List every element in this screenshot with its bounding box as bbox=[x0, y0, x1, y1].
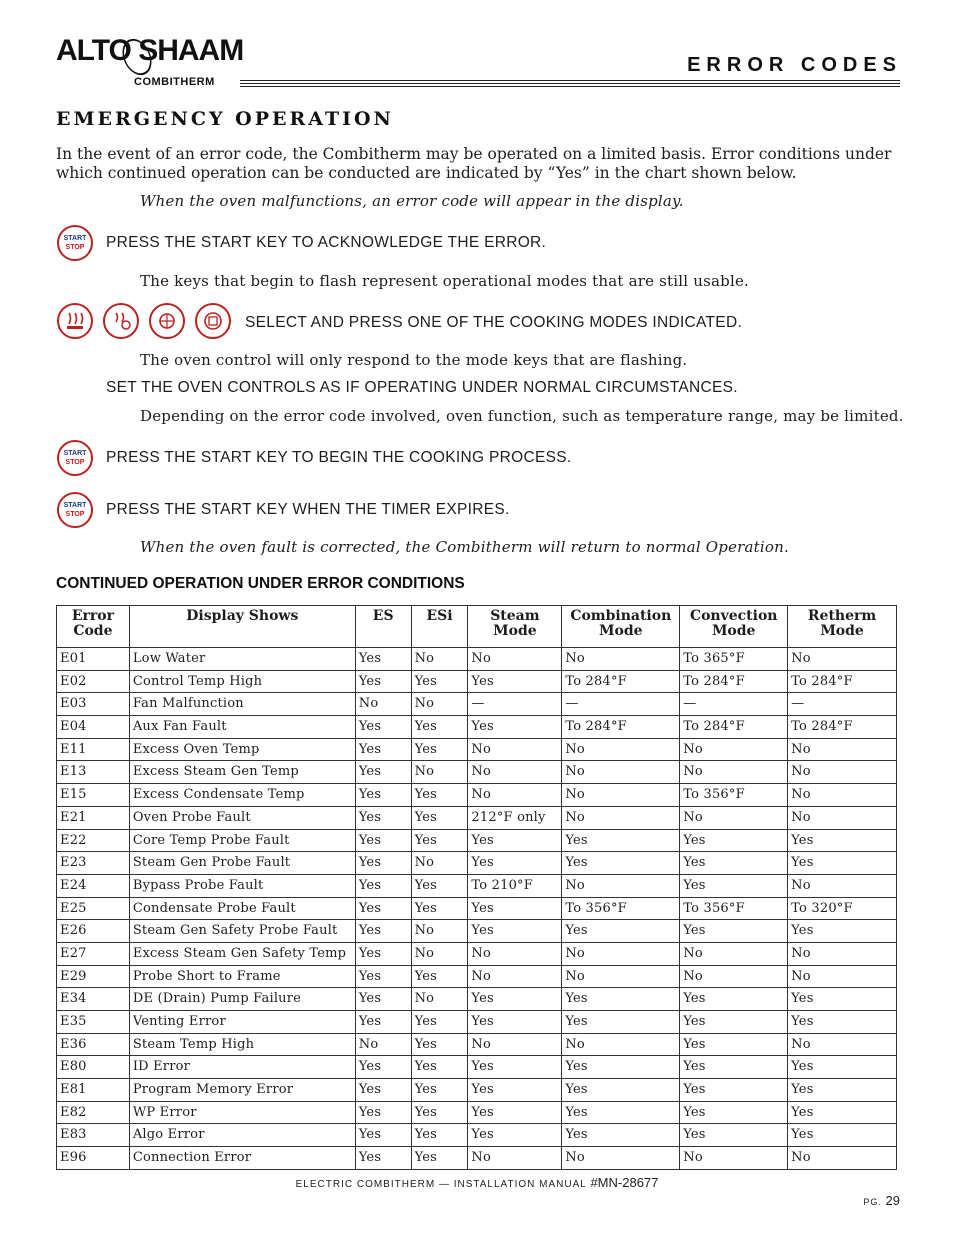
cell-esi: Yes bbox=[411, 1101, 468, 1124]
cell-error-code: E23 bbox=[57, 852, 130, 875]
cell-steam-mode: Yes bbox=[468, 920, 562, 943]
header-esi: ESi bbox=[411, 606, 468, 648]
cell-convection-mode: No bbox=[680, 761, 788, 784]
cell-error-code: E01 bbox=[57, 648, 130, 671]
cell-combination-mode: Yes bbox=[562, 1079, 680, 1102]
cell-convection-mode: To 365°F bbox=[680, 648, 788, 671]
cell-error-code: E24 bbox=[57, 874, 130, 897]
cell-display-shows: Steam Gen Probe Fault bbox=[129, 852, 355, 875]
table-row bbox=[57, 829, 897, 852]
cell-display-shows: Fan Malfunction bbox=[129, 693, 355, 716]
cell-error-code: E11 bbox=[57, 738, 130, 761]
cell-steam-mode: Yes bbox=[468, 1011, 562, 1034]
cell-retherm-mode: Yes bbox=[788, 1101, 897, 1124]
header-steam-mode: Steam Mode bbox=[468, 606, 562, 648]
cell-error-code: E21 bbox=[57, 806, 130, 829]
table-row bbox=[57, 897, 897, 920]
table-row bbox=[57, 784, 897, 807]
cell-combination-mode: No bbox=[562, 806, 680, 829]
cell-retherm-mode: No bbox=[788, 738, 897, 761]
cell-steam-mode: No bbox=[468, 648, 562, 671]
cell-steam-mode: Yes bbox=[468, 852, 562, 875]
cell-convection-mode: No bbox=[680, 806, 788, 829]
cell-steam-mode: Yes bbox=[468, 1079, 562, 1102]
manual-number: #MN-28677 bbox=[590, 1175, 659, 1190]
cell-esi: Yes bbox=[411, 716, 468, 739]
flash-note: The keys that begin to flash represent operational modes that are still usable. bbox=[140, 272, 749, 290]
cell-convection-mode: Yes bbox=[680, 1056, 788, 1079]
cell-combination-mode: No bbox=[562, 1033, 680, 1056]
page-number bbox=[820, 1193, 900, 1208]
cell-error-code: E36 bbox=[57, 1033, 130, 1056]
table-row bbox=[57, 716, 897, 739]
cell-steam-mode: Yes bbox=[468, 1101, 562, 1124]
cell-esi: No bbox=[411, 648, 468, 671]
cell-convection-mode: No bbox=[680, 738, 788, 761]
cell-retherm-mode: Yes bbox=[788, 852, 897, 875]
cell-retherm-mode: Yes bbox=[788, 920, 897, 943]
cell-steam-mode: No bbox=[468, 942, 562, 965]
cell-esi: Yes bbox=[411, 1056, 468, 1079]
cell-convection-mode: To 284°F bbox=[680, 670, 788, 693]
cell-convection-mode: No bbox=[680, 942, 788, 965]
step-timer-expires: PRESS THE START KEY WHEN THE TIMER EXPIRES. bbox=[106, 501, 510, 518]
logo-subtitle: COMBITHERM bbox=[134, 76, 215, 88]
cell-convection-mode: Yes bbox=[680, 1011, 788, 1034]
header-retherm-mode: Retherm Mode bbox=[788, 606, 897, 648]
cell-error-code: E27 bbox=[57, 942, 130, 965]
header-display-shows: Display Shows bbox=[129, 606, 355, 648]
table-row bbox=[57, 988, 897, 1011]
step-select-mode: SELECT AND PRESS ONE OF THE COOKING MODES INDICATED. bbox=[245, 314, 743, 331]
cell-es: Yes bbox=[355, 920, 411, 943]
header-convection-mode: Convection Mode bbox=[680, 606, 788, 648]
cell-esi: Yes bbox=[411, 1079, 468, 1102]
cell-steam-mode: No bbox=[468, 1147, 562, 1170]
cell-es: Yes bbox=[355, 784, 411, 807]
cell-display-shows: Excess Steam Gen Temp bbox=[129, 761, 355, 784]
header-rules bbox=[240, 80, 900, 90]
cell-display-shows: WP Error bbox=[129, 1101, 355, 1124]
cell-combination-mode: Yes bbox=[562, 1056, 680, 1079]
corrected-note: When the oven fault is corrected, the Combitherm will return to normal Operation. bbox=[140, 538, 789, 556]
cell-steam-mode: No bbox=[468, 784, 562, 807]
cell-display-shows: Bypass Probe Fault bbox=[129, 874, 355, 897]
cell-convection-mode: Yes bbox=[680, 1101, 788, 1124]
cell-display-shows: Venting Error bbox=[129, 1011, 355, 1034]
cell-combination-mode: — bbox=[562, 693, 680, 716]
cell-es: Yes bbox=[355, 965, 411, 988]
cell-esi: Yes bbox=[411, 1124, 468, 1147]
cell-convection-mode: Yes bbox=[680, 852, 788, 875]
cell-combination-mode: Yes bbox=[562, 1124, 680, 1147]
cell-es: Yes bbox=[355, 761, 411, 784]
start-stop-key-icon bbox=[57, 492, 93, 528]
cell-retherm-mode: No bbox=[788, 1033, 897, 1056]
table-row bbox=[57, 1056, 897, 1079]
cell-display-shows: ID Error bbox=[129, 1056, 355, 1079]
cell-steam-mode: Yes bbox=[468, 716, 562, 739]
cell-combination-mode: Yes bbox=[562, 852, 680, 875]
cell-steam-mode: No bbox=[468, 1033, 562, 1056]
combination-mode-icon bbox=[103, 303, 139, 339]
cell-error-code: E81 bbox=[57, 1079, 130, 1102]
cell-retherm-mode: No bbox=[788, 1147, 897, 1170]
error-codes-table bbox=[56, 605, 897, 1170]
table-row bbox=[57, 738, 897, 761]
table-row bbox=[57, 1124, 897, 1147]
table-row bbox=[57, 1011, 897, 1034]
cell-steam-mode: — bbox=[468, 693, 562, 716]
cell-steam-mode: Yes bbox=[468, 1124, 562, 1147]
table-header-row bbox=[57, 606, 897, 648]
malfunction-note: When the oven malfunctions, an error code will appear in the display. bbox=[140, 192, 684, 210]
table-row bbox=[57, 670, 897, 693]
cell-es: Yes bbox=[355, 988, 411, 1011]
stop-label: STOP bbox=[65, 459, 85, 466]
cell-es: Yes bbox=[355, 829, 411, 852]
table-row bbox=[57, 693, 897, 716]
respond-note: The oven control will only respond to the mode keys that are flashing. bbox=[140, 351, 688, 369]
cell-error-code: E13 bbox=[57, 761, 130, 784]
cell-retherm-mode: No bbox=[788, 965, 897, 988]
cell-display-shows: Excess Steam Gen Safety Temp bbox=[129, 942, 355, 965]
manual-label: ELECTRIC COMBITHERM — INSTALLATION MANUAL bbox=[295, 1179, 587, 1190]
cell-combination-mode: No bbox=[562, 965, 680, 988]
cell-display-shows: Connection Error bbox=[129, 1147, 355, 1170]
cell-convection-mode: To 356°F bbox=[680, 784, 788, 807]
cell-esi: No bbox=[411, 942, 468, 965]
cell-error-code: E22 bbox=[57, 829, 130, 852]
start-label: START bbox=[63, 502, 87, 509]
cell-convection-mode: Yes bbox=[680, 1124, 788, 1147]
table-row bbox=[57, 874, 897, 897]
cell-combination-mode: No bbox=[562, 761, 680, 784]
cell-retherm-mode: No bbox=[788, 761, 897, 784]
cell-steam-mode: Yes bbox=[468, 1056, 562, 1079]
cell-esi: Yes bbox=[411, 965, 468, 988]
cell-steam-mode: No bbox=[468, 965, 562, 988]
table-body bbox=[57, 648, 897, 1170]
cell-es: Yes bbox=[355, 1079, 411, 1102]
cell-convection-mode: No bbox=[680, 1147, 788, 1170]
cell-error-code: E04 bbox=[57, 716, 130, 739]
table-row bbox=[57, 965, 897, 988]
cell-combination-mode: To 284°F bbox=[562, 716, 680, 739]
cell-es: Yes bbox=[355, 1124, 411, 1147]
cell-error-code: E02 bbox=[57, 670, 130, 693]
table-row bbox=[57, 1147, 897, 1170]
table-row bbox=[57, 761, 897, 784]
cell-es: Yes bbox=[355, 1056, 411, 1079]
cell-es: Yes bbox=[355, 806, 411, 829]
cell-retherm-mode: To 284°F bbox=[788, 670, 897, 693]
cell-retherm-mode: No bbox=[788, 648, 897, 671]
logo-wordmark: ALTO SHAAM bbox=[56, 34, 244, 67]
cell-display-shows: Excess Condensate Temp bbox=[129, 784, 355, 807]
cell-convection-mode: Yes bbox=[680, 1033, 788, 1056]
cell-error-code: E96 bbox=[57, 1147, 130, 1170]
cell-es: Yes bbox=[355, 716, 411, 739]
cell-retherm-mode: To 320°F bbox=[788, 897, 897, 920]
cell-error-code: E29 bbox=[57, 965, 130, 988]
table-row bbox=[57, 806, 897, 829]
table-row bbox=[57, 1079, 897, 1102]
cell-error-code: E03 bbox=[57, 693, 130, 716]
cell-convection-mode: To 284°F bbox=[680, 716, 788, 739]
cell-es: Yes bbox=[355, 874, 411, 897]
cell-steam-mode: Yes bbox=[468, 988, 562, 1011]
cell-combination-mode: No bbox=[562, 738, 680, 761]
table-row bbox=[57, 852, 897, 875]
cell-esi: Yes bbox=[411, 1147, 468, 1170]
table-row bbox=[57, 920, 897, 943]
cell-display-shows: Aux Fan Fault bbox=[129, 716, 355, 739]
stop-label: STOP bbox=[65, 511, 85, 518]
start-label: START bbox=[63, 450, 87, 457]
cell-retherm-mode: To 284°F bbox=[788, 716, 897, 739]
cell-retherm-mode: No bbox=[788, 806, 897, 829]
step-acknowledge: PRESS THE START KEY TO ACKNOWLEDGE THE ERROR. bbox=[106, 234, 547, 251]
cell-esi: Yes bbox=[411, 670, 468, 693]
cell-es: Yes bbox=[355, 1147, 411, 1170]
cell-combination-mode: Yes bbox=[562, 829, 680, 852]
convection-mode-icon bbox=[149, 303, 185, 339]
cell-es: No bbox=[355, 1033, 411, 1056]
cell-esi: No bbox=[411, 920, 468, 943]
start-stop-key-icon bbox=[57, 225, 93, 261]
cell-retherm-mode: Yes bbox=[788, 1011, 897, 1034]
cell-display-shows: Program Memory Error bbox=[129, 1079, 355, 1102]
table-heading: CONTINUED OPERATION UNDER ERROR CONDITIONS bbox=[56, 575, 465, 592]
cell-esi: No bbox=[411, 988, 468, 1011]
cell-convection-mode: No bbox=[680, 965, 788, 988]
cell-combination-mode: No bbox=[562, 942, 680, 965]
cell-retherm-mode: Yes bbox=[788, 829, 897, 852]
cell-display-shows: Algo Error bbox=[129, 1124, 355, 1147]
cell-esi: Yes bbox=[411, 1011, 468, 1034]
cell-display-shows: Condensate Probe Fault bbox=[129, 897, 355, 920]
cell-esi: No bbox=[411, 693, 468, 716]
cell-esi: No bbox=[411, 852, 468, 875]
cell-combination-mode: Yes bbox=[562, 1011, 680, 1034]
cell-error-code: E35 bbox=[57, 1011, 130, 1034]
cell-error-code: E80 bbox=[57, 1056, 130, 1079]
step-begin-cooking: PRESS THE START KEY TO BEGIN THE COOKING PROCESS. bbox=[106, 449, 572, 466]
cell-steam-mode: Yes bbox=[468, 829, 562, 852]
intro-paragraph: In the event of an error code, the Combitherm may be operated on a limited basis. Error conditions under which continued operation can be conducted are indicated by “Yes” in the chart shown below. bbox=[56, 145, 892, 182]
header-combination-mode: Combination Mode bbox=[562, 606, 680, 648]
cell-display-shows: Core Temp Probe Fault bbox=[129, 829, 355, 852]
cell-convection-mode: Yes bbox=[680, 829, 788, 852]
cell-display-shows: Steam Gen Safety Probe Fault bbox=[129, 920, 355, 943]
cell-error-code: E83 bbox=[57, 1124, 130, 1147]
cell-retherm-mode: — bbox=[788, 693, 897, 716]
steam-mode-icon bbox=[57, 303, 93, 339]
cell-retherm-mode: No bbox=[788, 942, 897, 965]
cell-error-code: E15 bbox=[57, 784, 130, 807]
cell-esi: Yes bbox=[411, 829, 468, 852]
start-stop-key-icon bbox=[57, 440, 93, 476]
cell-convection-mode: — bbox=[680, 693, 788, 716]
cell-display-shows: Excess Oven Temp bbox=[129, 738, 355, 761]
alto-shaam-logo bbox=[56, 34, 244, 94]
cell-esi: No bbox=[411, 761, 468, 784]
cell-combination-mode: Yes bbox=[562, 920, 680, 943]
cell-steam-mode: Yes bbox=[468, 897, 562, 920]
start-label: START bbox=[63, 235, 87, 242]
cell-convection-mode: Yes bbox=[680, 988, 788, 1011]
cell-es: Yes bbox=[355, 852, 411, 875]
cell-es: No bbox=[355, 693, 411, 716]
step-set-controls: SET THE OVEN CONTROLS AS IF OPERATING UNDER NORMAL CIRCUMSTANCES. bbox=[106, 379, 738, 396]
cell-esi: Yes bbox=[411, 874, 468, 897]
cell-combination-mode: Yes bbox=[562, 988, 680, 1011]
cell-combination-mode: To 356°F bbox=[562, 897, 680, 920]
cell-es: Yes bbox=[355, 897, 411, 920]
page-title: ERROR CODES bbox=[687, 54, 902, 76]
cell-retherm-mode: No bbox=[788, 874, 897, 897]
stop-label: STOP bbox=[65, 244, 85, 251]
cell-steam-mode: No bbox=[468, 761, 562, 784]
table-row bbox=[57, 1101, 897, 1124]
cell-error-code: E26 bbox=[57, 920, 130, 943]
cell-retherm-mode: No bbox=[788, 784, 897, 807]
cell-es: Yes bbox=[355, 648, 411, 671]
cell-retherm-mode: Yes bbox=[788, 988, 897, 1011]
cell-steam-mode: To 210°F bbox=[468, 874, 562, 897]
cell-combination-mode: No bbox=[562, 784, 680, 807]
cell-combination-mode: Yes bbox=[562, 1101, 680, 1124]
cell-retherm-mode: Yes bbox=[788, 1056, 897, 1079]
cell-error-code: E25 bbox=[57, 897, 130, 920]
cell-display-shows: Oven Probe Fault bbox=[129, 806, 355, 829]
section-title: EMERGENCY OPERATION bbox=[56, 108, 394, 130]
cell-combination-mode: No bbox=[562, 1147, 680, 1170]
cell-es: Yes bbox=[355, 738, 411, 761]
cell-combination-mode: To 284°F bbox=[562, 670, 680, 693]
cell-es: Yes bbox=[355, 1011, 411, 1034]
cell-esi: Yes bbox=[411, 897, 468, 920]
cell-convection-mode: Yes bbox=[680, 1079, 788, 1102]
header-es: ES bbox=[355, 606, 411, 648]
cell-error-code: E34 bbox=[57, 988, 130, 1011]
cell-es: Yes bbox=[355, 1101, 411, 1124]
cell-esi: Yes bbox=[411, 1033, 468, 1056]
footer bbox=[0, 1175, 954, 1190]
page-number-value: 29 bbox=[885, 1193, 900, 1208]
page-label: PG. bbox=[863, 1197, 882, 1207]
cell-steam-mode: 212°F only bbox=[468, 806, 562, 829]
cell-retherm-mode: Yes bbox=[788, 1124, 897, 1147]
cell-convection-mode: Yes bbox=[680, 920, 788, 943]
cell-convection-mode: To 356°F bbox=[680, 897, 788, 920]
cell-combination-mode: No bbox=[562, 648, 680, 671]
retherm-mode-icon bbox=[195, 303, 231, 339]
cell-retherm-mode: Yes bbox=[788, 1079, 897, 1102]
cell-display-shows: Control Temp High bbox=[129, 670, 355, 693]
cell-esi: Yes bbox=[411, 738, 468, 761]
table-row bbox=[57, 1033, 897, 1056]
cell-display-shows: DE (Drain) Pump Failure bbox=[129, 988, 355, 1011]
cell-combination-mode: No bbox=[562, 874, 680, 897]
cell-steam-mode: Yes bbox=[468, 670, 562, 693]
cell-display-shows: Probe Short to Frame bbox=[129, 965, 355, 988]
cell-es: Yes bbox=[355, 670, 411, 693]
cell-error-code: E82 bbox=[57, 1101, 130, 1124]
depend-note: Depending on the error code involved, oven function, such as temperature range, may be limited. bbox=[140, 407, 904, 425]
cell-steam-mode: No bbox=[468, 738, 562, 761]
cell-esi: Yes bbox=[411, 806, 468, 829]
cell-esi: Yes bbox=[411, 784, 468, 807]
header-error-code: Error Code bbox=[57, 606, 130, 648]
table-row bbox=[57, 648, 897, 671]
table-row bbox=[57, 942, 897, 965]
cell-display-shows: Steam Temp High bbox=[129, 1033, 355, 1056]
cell-es: Yes bbox=[355, 942, 411, 965]
cell-convection-mode: Yes bbox=[680, 874, 788, 897]
cell-display-shows: Low Water bbox=[129, 648, 355, 671]
